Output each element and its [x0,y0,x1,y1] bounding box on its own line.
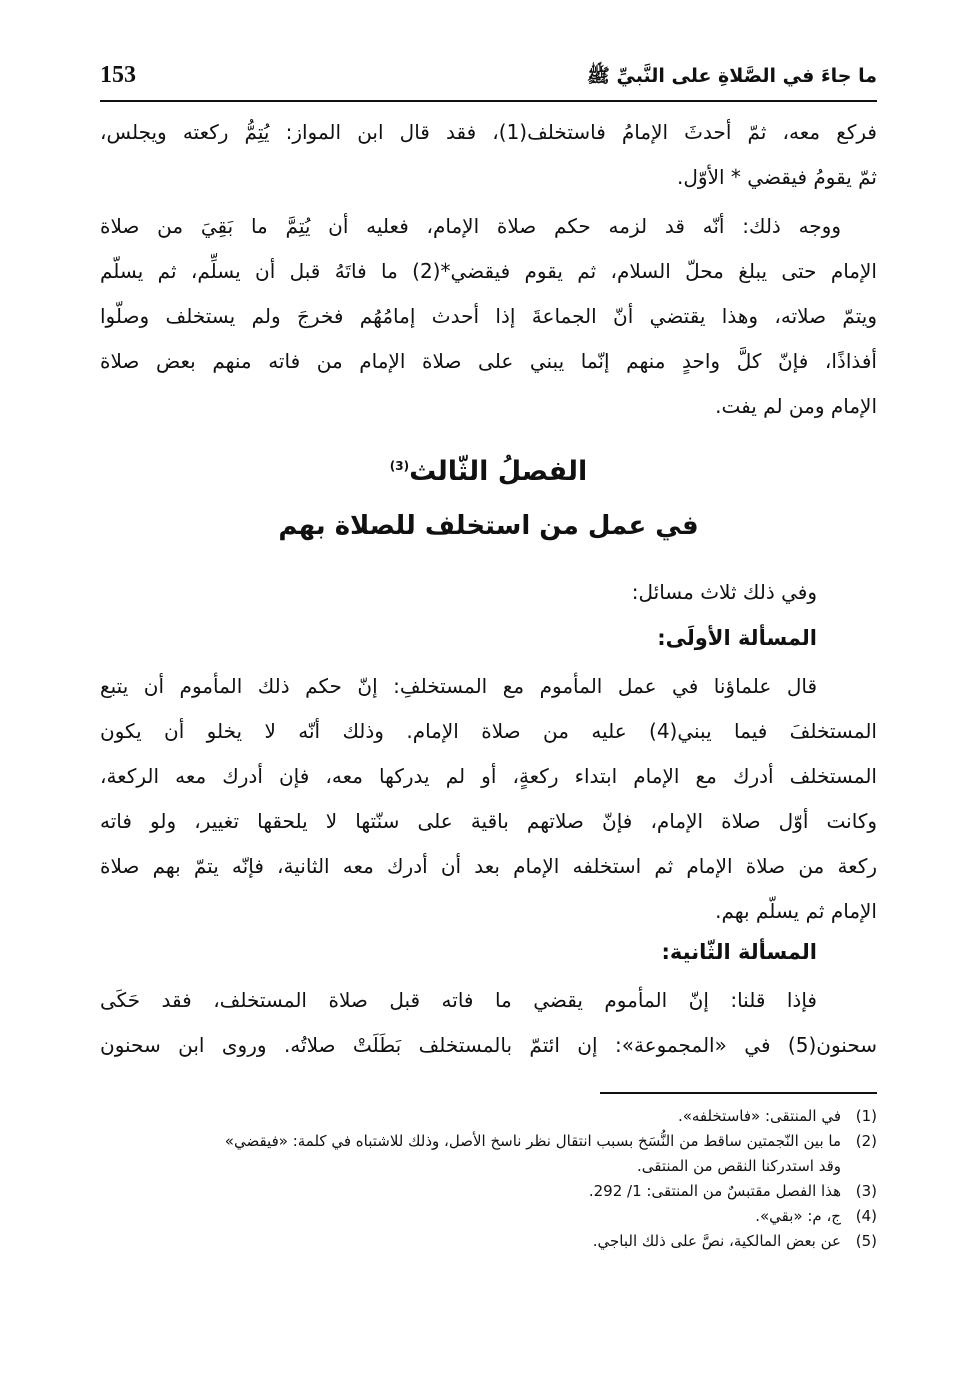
paragraph-1 [100,110,877,200]
footnotes [100,1104,877,1254]
text-line: ويتمّ صلاته، وهذا يقتضي أنّ الجماعةَ إذا أحدث إمامُهُم فخرجَ ولم يستخلف وصلّوا [100,304,877,328]
text-line: ووجه ذلك: أنّه قد لزمه حكم صلاة الإمام، فعليه أن يُتِمَّ ما بَقِيَ من صلاة [100,214,841,238]
footnote-5 [100,1229,877,1254]
text-line: المستخلفَ فيما يبني(4) عليه من صلاة الإمام. وذلك أنّه لا يخلو أن يكون [100,719,877,743]
text-line: فإذا قلنا: إنّ المأموم يقضي ما فاته قبل صلاة المستخلف، فقد حَكَى [100,988,817,1012]
chapter-title-note-ref: (3) [389,459,410,473]
chapter-title-text: الفصلُ الثّالث [409,456,588,487]
footnote-text-line: ما بين النّجمتين ساقط من النُّسَخ بسبب انتقال نظر ناسخ الأصل، وذلك للاشتباه في كلمة: «فيقضي» [224,1132,841,1150]
text-line: الإمام ومن لم يفت. [715,394,877,418]
text-line: المستخلف أدرك مع الإمام ابتداء ركعةٍ، أو لم يدركها معه، فإن أدرك معه الركعة، [100,764,877,788]
footnote-text: في المنتقى: «فاستخلفه». [677,1107,841,1125]
page-header [100,58,877,98]
text-line: سحنون(5) في «المجموعة»: إن ائتمّ بالمستخلف بَطَلَتْ صلاتُه. وروى ابن سحنون [100,1033,877,1057]
text-line: فركع معه، ثمّ أحدثَ الإمامُ فاستخلف(1)، فقد قال ابن المواز: يُتِمُّ ركعته ويجلس، [100,120,877,144]
running-title: ما جاءَ في الصَّلاةِ على النَّبيِّ ﷺ [586,65,877,87]
paragraph-2 [100,204,877,429]
text-line: قال علماؤنا في عمل المأموم مع المستخلفِ: إنّ حكم ذلك المأموم أن يتبع [100,674,817,698]
intro-line: وفي ذلك ثلاث مسائل: [631,580,817,604]
footnote-text: ج، م: «بقي». [755,1207,841,1225]
question-1-heading: المسألة الأولَى: [657,626,817,650]
footnote-number: (5) [855,1232,877,1250]
footnote-number: (2) [855,1132,877,1150]
chapter-subtitle: في عمل من استخلف للصلاة بهم [278,511,699,541]
text-line: الإمام حتى يبلغ محلّ السلام، ثم يقوم فيقضي*(2) ما فاتَهُ قبل أن يسلِّم، ثم يسلّم [100,259,877,283]
page-number: 153 [100,62,136,88]
footnote-text: هذا الفصل مقتبسٌ من المنتقى: 1/ 292. [588,1182,841,1200]
text-line: ثمّ يقومُ فيقضي * الأوّل. [677,165,877,189]
footnote-4 [100,1204,877,1229]
header-divider [100,100,877,102]
paragraph-4 [100,978,877,1068]
question-2-heading: المسألة الثّانية: [661,940,817,964]
footnote-3 [100,1179,877,1204]
text-line: الإمام ثم يسلّم بهم. [715,899,877,923]
footnote-number: (3) [855,1182,877,1200]
footnote-divider [600,1092,877,1094]
footnote-2 [100,1129,877,1179]
paragraph-3 [100,664,877,934]
footnote-text [100,1129,841,1179]
footnote-number: (4) [855,1207,877,1225]
chapter-title [100,452,877,492]
text-line: وكانت أوّل صلاة الإمام، فإنّ صلاتهم باقية على سنّتها لا يلحقها تغيير، ولو فاته [100,809,877,833]
footnote-1 [100,1104,877,1129]
footnote-text: عن بعض المالكية، نصَّ على ذلك الباجي. [592,1232,841,1250]
footnote-number: (1) [855,1107,877,1125]
text-line: أفذاذًا، فإنّ كلَّ واحدٍ منهم إنّما يبني على صلاة الإمام من فاته منهم بعض صلاة [100,349,877,373]
text-line: ركعة من صلاة الإمام ثم استخلفه الإمام بعد أن أدرك معه الثانية، فإنّه يتمّ بهم صلاة [100,854,877,878]
footnote-text-line: وقد استدركنا النقص من المنتقى. [637,1157,841,1175]
